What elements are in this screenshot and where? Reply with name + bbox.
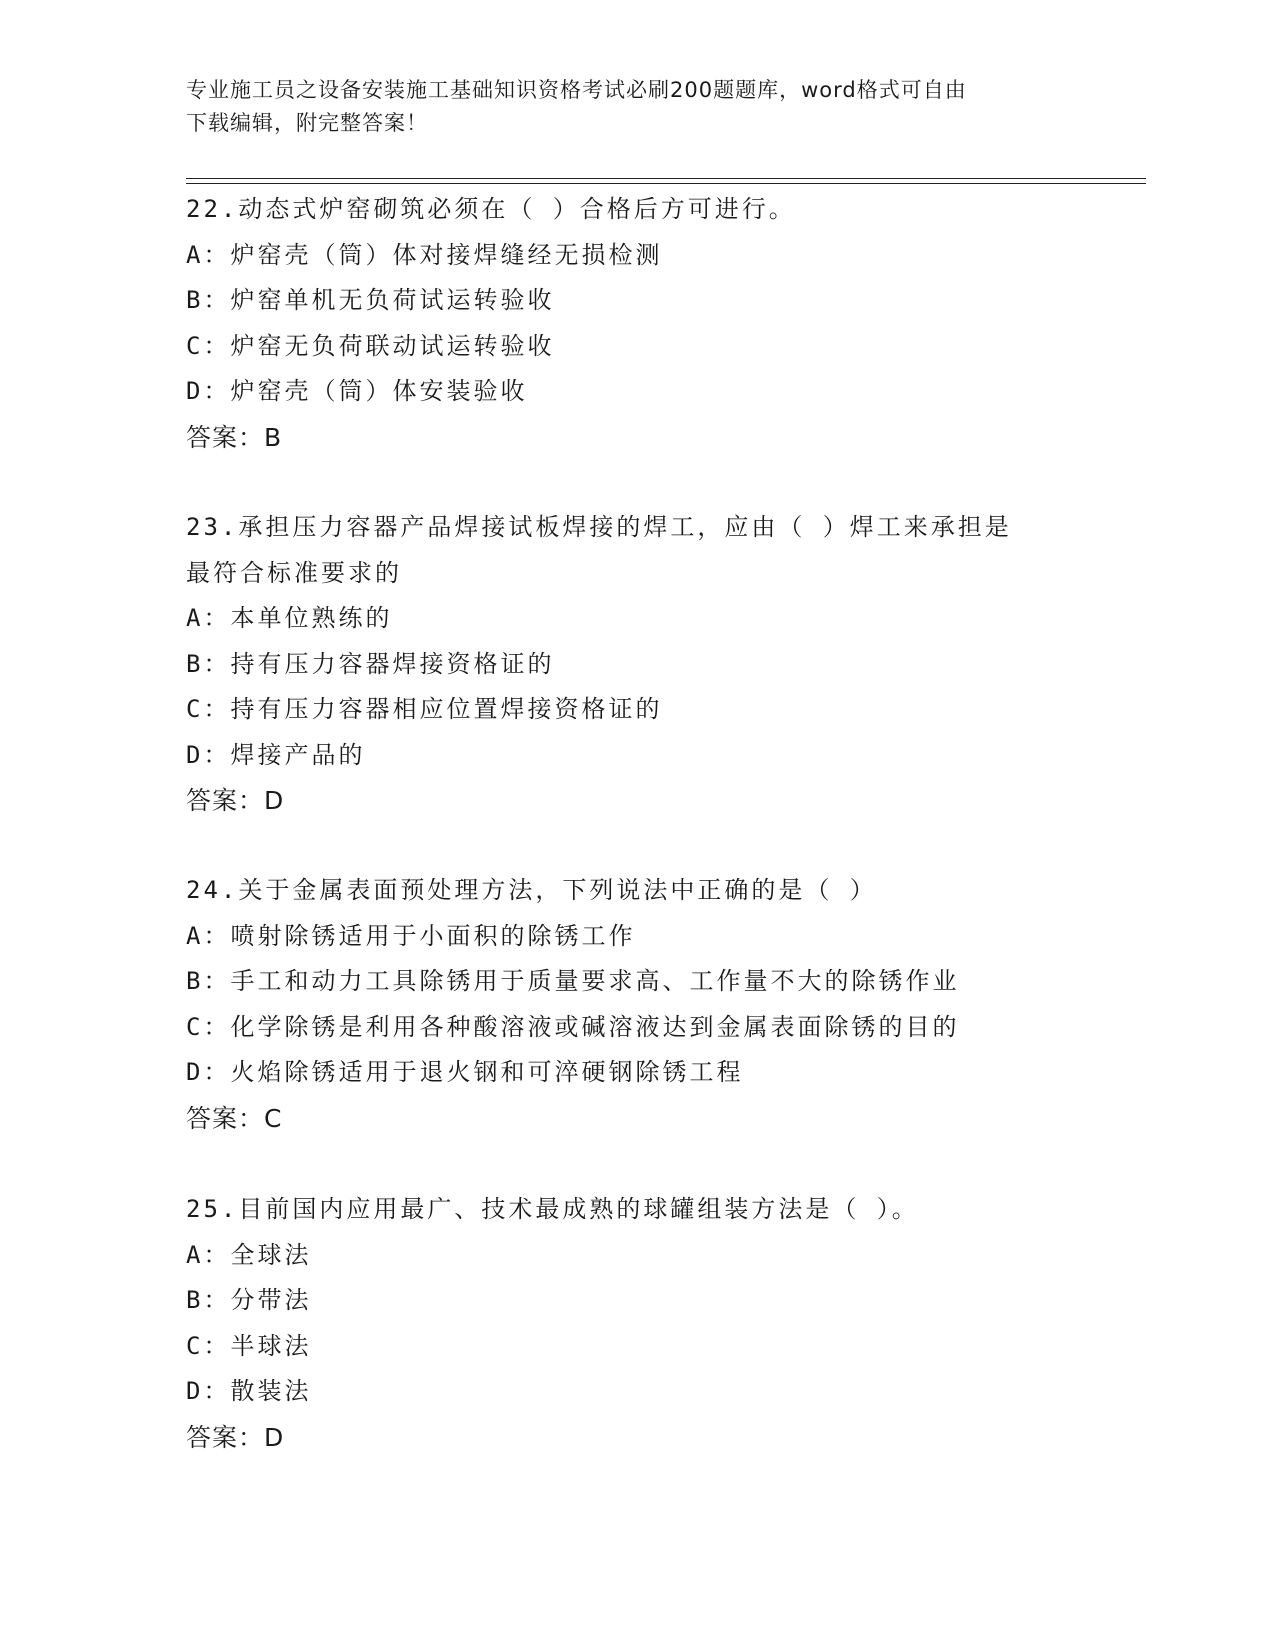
header-line-1: 专业施工员之设备安装施工基础知识资格考试必刷200题题库，word格式可自由 [186, 78, 967, 102]
header-line-2: 下载编辑，附完整答案！ [186, 111, 428, 135]
option-d: D：炉窑壳（筒）体安装验收 [186, 377, 528, 405]
option-a: A：喷射除锈适用于小面积的除锈工作 [186, 921, 636, 950]
option-c: C：炉窑无负荷联动试运转验收 [186, 331, 555, 360]
header-divider-bottom [186, 183, 1146, 184]
answer: 答案：C [186, 1103, 283, 1133]
question-25 [186, 1187, 1086, 1460]
option-c: C：持有压力容器相应位置焊接资格证的 [186, 695, 663, 723]
question-stem: 24.关于金属表面预处理方法，下列说法中正确的是（ ） [186, 876, 877, 904]
answer: 答案：B [186, 422, 283, 452]
answer: 答案：D [186, 1422, 285, 1452]
option-b: B：持有压力容器焊接资格证的 [186, 649, 555, 678]
option-a: A：本单位熟练的 [186, 604, 393, 632]
option-c: C：半球法 [186, 1331, 312, 1360]
option-b: B：手工和动力工具除锈用于质量要求高、工作量不大的除锈作业 [186, 967, 960, 995]
question-stem: 22.动态式炉窑砌筑必须在（ ）合格后方可进行。 [186, 195, 796, 223]
option-b: B：分带法 [186, 1286, 312, 1314]
question-24 [186, 868, 1086, 1141]
option-a: A：炉窑壳（筒）体对接焊缝经无损检测 [186, 240, 663, 269]
document-header [186, 74, 1066, 140]
question-stem: 25.目前国内应用最广、技术最成熟的球罐组装方法是（ ）。 [186, 1195, 919, 1223]
question-22 [186, 187, 1086, 460]
option-d: D：焊接产品的 [186, 740, 366, 769]
header-divider-top [186, 178, 1146, 179]
option-a: A：全球法 [186, 1240, 312, 1269]
option-d: D：散装法 [186, 1377, 312, 1405]
option-b: B：炉窑单机无负荷试运转验收 [186, 286, 555, 314]
question-stem: 23.承担压力容器产品焊接试板焊接的焊工，应由（ ）焊工来承担是最符合标准要求的 [186, 513, 1012, 587]
option-d: D：火焰除锈适用于退火钢和可淬硬钢除锈工程 [186, 1058, 744, 1086]
answer: 答案：D [186, 786, 285, 815]
question-23 [186, 505, 1086, 824]
option-c: C：化学除锈是利用各种酸溶液或碱溶液达到金属表面除锈的目的 [186, 1012, 960, 1041]
